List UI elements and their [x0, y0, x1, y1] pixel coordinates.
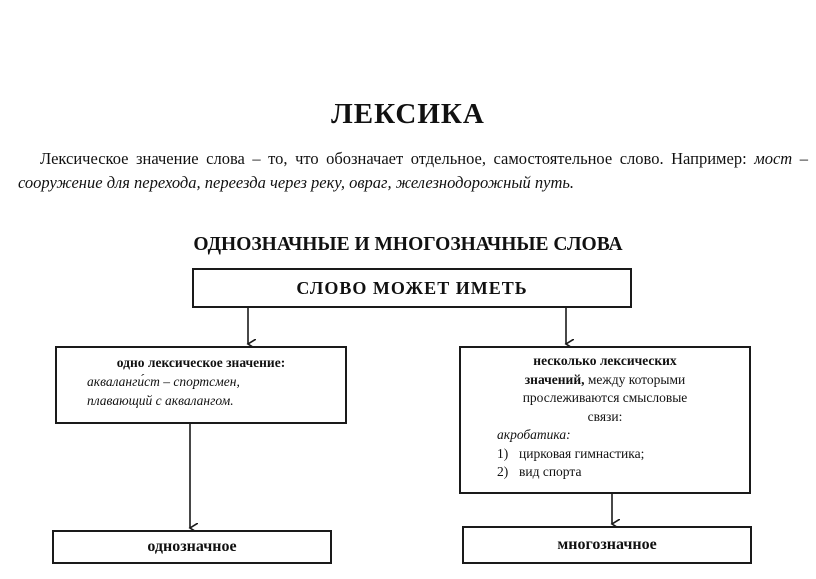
section-subtitle: ОДНОЗНАЧНЫЕ И МНОГОЗНАЧНЫЕ СЛОВА — [193, 234, 623, 255]
multiple-meanings-line3: прослеживаются смысловые — [522, 390, 688, 405]
multiple-meanings-line4: связи: — [587, 408, 623, 424]
page-title: ЛЕКСИКА — [331, 98, 485, 130]
item-text: вид спорта — [519, 464, 582, 479]
result-multiple-meanings: многозначное — [462, 526, 752, 564]
multiple-meanings-box — [459, 346, 751, 494]
single-meaning-box — [55, 346, 347, 424]
single-meaning-example-line2: плавающий с аквалангом. — [87, 393, 234, 408]
item-number: 2) — [497, 464, 509, 479]
result-single-meaning: однозначное — [52, 530, 332, 564]
multiple-meanings-item — [469, 445, 741, 464]
intro-example: мост – сооружение для перехода, переезда через реку, овраг, железнодорожный путь. — [18, 149, 809, 192]
multiple-meanings-item — [469, 463, 741, 482]
root-box: СЛОВО МОЖЕТ ИМЕТЬ — [192, 268, 632, 308]
single-meaning-heading: одно лексическое значение: — [116, 355, 286, 370]
item-number: 1) — [497, 445, 509, 461]
multiple-meanings-heading-bold: значений, — [524, 371, 585, 387]
item-text: цирковая гимнастика; — [519, 445, 645, 461]
single-meaning-example-line1: акваланги́ст – спортсмен, — [87, 374, 240, 389]
multiple-meanings-heading-rest: между которыми — [584, 371, 686, 387]
multiple-meanings-heading-line1: несколько лексических — [533, 353, 677, 368]
intro-lead: Лексическое значение слова – то, что обозначает отдельное, самостоятельное слово. Например: — [40, 149, 747, 168]
multiple-meanings-example-word: акробатика: — [497, 427, 571, 442]
